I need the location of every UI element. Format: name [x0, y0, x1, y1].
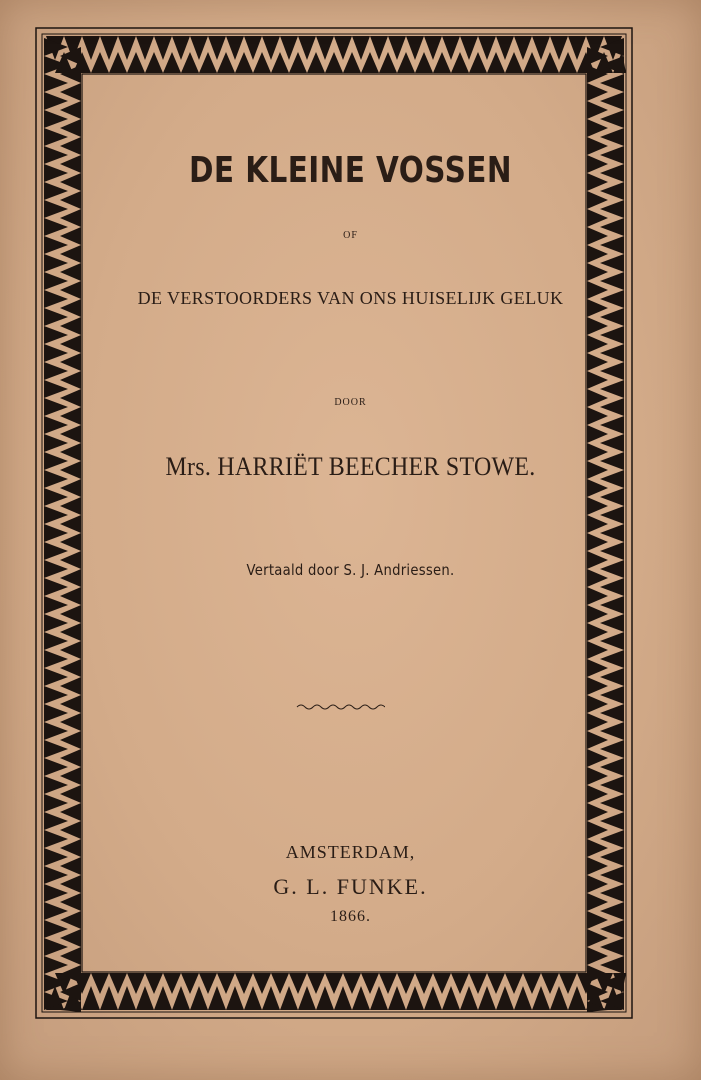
border-tooth	[235, 52, 253, 73]
border-tooth	[208, 986, 226, 1010]
border-tooth	[44, 596, 68, 614]
border-tooth	[244, 986, 262, 1010]
border-tooth	[505, 52, 523, 73]
border-tooth	[44, 704, 68, 722]
border-tooth	[587, 425, 608, 443]
border-tooth	[60, 803, 81, 821]
border-tooth	[487, 52, 505, 73]
book-title: DE KLEINE VOSSEN	[189, 150, 512, 191]
border-tooth	[460, 986, 478, 1010]
border-tooth	[181, 973, 199, 994]
border-tooth	[469, 52, 487, 73]
border-tooth	[44, 488, 68, 506]
border-tooth	[451, 52, 469, 73]
border-tooth	[91, 973, 109, 994]
book-subtitle: DE VERSTOORDERS VAN ONS HUISELIJK GELUK	[137, 288, 564, 308]
border-tooth	[406, 986, 424, 1010]
border-tooth	[587, 407, 608, 425]
border-tooth	[60, 641, 81, 659]
border-tooth	[352, 986, 370, 1010]
border-tooth	[244, 36, 262, 60]
border-tooth	[496, 36, 514, 60]
border-tooth	[60, 425, 81, 443]
border-tooth	[298, 986, 316, 1010]
border-tooth	[600, 812, 624, 830]
border-tooth	[361, 973, 379, 994]
border-tooth	[145, 52, 163, 73]
border-tooth	[587, 119, 608, 137]
border-tooth	[388, 36, 406, 60]
border-tooth	[460, 36, 478, 60]
border-tooth	[600, 776, 624, 794]
border-tooth	[587, 191, 608, 209]
border-tooth	[172, 36, 190, 60]
translator-credit: Vertaald door S. J. Andriessen.	[246, 561, 455, 579]
border-tooth	[600, 74, 624, 92]
border-tooth	[60, 785, 81, 803]
border-tooth	[44, 524, 68, 542]
border-tooth	[514, 986, 532, 1010]
border-tooth	[307, 973, 325, 994]
border-tooth	[226, 986, 244, 1010]
border-tooth	[424, 986, 442, 1010]
border-tooth	[587, 947, 608, 965]
border-tooth	[60, 749, 81, 767]
border-tooth	[172, 986, 190, 1010]
border-tooth	[60, 497, 81, 515]
border-tooth	[587, 677, 608, 695]
border-tooth	[505, 973, 523, 994]
border-tooth	[600, 650, 624, 668]
border-tooth	[370, 986, 388, 1010]
border-tooth	[316, 986, 334, 1010]
border-tooth	[587, 533, 608, 551]
author-name: Mrs. HARRIËT BEECHER STOWE.	[165, 452, 536, 481]
border-tooth	[44, 938, 68, 956]
border-tooth	[44, 776, 68, 794]
border-tooth	[60, 353, 81, 371]
border-tooth	[127, 973, 145, 994]
border-tooth	[600, 632, 624, 650]
border-tooth	[181, 52, 199, 73]
border-tooth	[587, 245, 608, 263]
border-tooth	[44, 308, 68, 326]
border-tooth	[44, 740, 68, 758]
border-tooth	[514, 36, 532, 60]
border-tooth	[600, 938, 624, 956]
border-tooth	[60, 677, 81, 695]
border-tooth	[190, 986, 208, 1010]
border-tooth	[600, 506, 624, 524]
border-tooth	[60, 947, 81, 965]
publication-city: AMSTERDAM,	[285, 842, 416, 862]
border-tooth	[60, 623, 81, 641]
border-tooth	[44, 668, 68, 686]
border-tooth	[217, 973, 235, 994]
border-tooth	[600, 254, 624, 272]
border-tooth	[163, 973, 181, 994]
border-tooth	[44, 74, 68, 92]
border-tooth	[600, 704, 624, 722]
border-tooth	[118, 986, 136, 1010]
border-tooth	[568, 986, 586, 1010]
border-tooth	[44, 794, 68, 812]
border-tooth	[60, 695, 81, 713]
border-tooth	[370, 36, 388, 60]
border-tooth	[154, 36, 172, 60]
border-tooth	[406, 36, 424, 60]
border-tooth	[600, 200, 624, 218]
border-tooth	[334, 36, 352, 60]
border-tooth	[253, 52, 271, 73]
border-tooth	[208, 36, 226, 60]
border-tooth	[587, 263, 608, 281]
border-tooth	[44, 956, 68, 974]
border-tooth	[44, 110, 68, 128]
publisher-name: G. L. FUNKE.	[273, 874, 428, 899]
border-tooth	[600, 92, 624, 110]
border-tooth	[523, 973, 541, 994]
border-tooth	[199, 52, 217, 73]
border-tooth	[587, 641, 608, 659]
border-tooth	[587, 515, 608, 533]
border-tooth	[587, 209, 608, 227]
border-tooth	[163, 52, 181, 73]
border-tooth	[600, 668, 624, 686]
border-tooth	[600, 542, 624, 560]
border-tooth	[82, 36, 100, 60]
border-tooth	[343, 52, 361, 73]
border-tooth	[235, 973, 253, 994]
border-tooth	[587, 767, 608, 785]
border-tooth	[587, 335, 608, 353]
border-tooth	[44, 506, 68, 524]
wavy-ornament-divider-icon	[295, 702, 385, 712]
border-tooth	[587, 83, 608, 101]
border-tooth	[44, 722, 68, 740]
border-tooth	[600, 308, 624, 326]
border-tooth	[379, 52, 397, 73]
border-tooth	[60, 533, 81, 551]
border-tooth	[478, 36, 496, 60]
border-tooth	[600, 524, 624, 542]
border-tooth	[600, 128, 624, 146]
border-tooth	[587, 695, 608, 713]
border-tooth	[44, 632, 68, 650]
border-tooth	[587, 587, 608, 605]
border-tooth	[44, 578, 68, 596]
border-tooth	[424, 36, 442, 60]
border-tooth	[262, 36, 280, 60]
border-tooth	[280, 986, 298, 1010]
border-tooth	[60, 209, 81, 227]
border-tooth	[600, 956, 624, 974]
border-tooth	[397, 973, 415, 994]
border-tooth	[600, 578, 624, 596]
border-tooth	[415, 973, 433, 994]
border-tooth	[298, 36, 316, 60]
border-tooth	[433, 52, 451, 73]
border-tooth	[487, 973, 505, 994]
border-tooth	[289, 973, 307, 994]
border-tooth	[145, 973, 163, 994]
border-tooth	[587, 659, 608, 677]
border-tooth	[109, 52, 127, 73]
border-tooth	[154, 986, 172, 1010]
border-tooth	[532, 986, 550, 1010]
border-tooth	[44, 254, 68, 272]
border-tooth	[334, 986, 352, 1010]
border-tooth	[44, 92, 68, 110]
border-tooth	[190, 36, 208, 60]
border-tooth	[60, 605, 81, 623]
border-tooth	[44, 380, 68, 398]
border-tooth	[44, 614, 68, 632]
border-tooth	[60, 245, 81, 263]
border-tooth	[60, 731, 81, 749]
border-tooth	[60, 515, 81, 533]
border-tooth	[587, 803, 608, 821]
border-tooth	[559, 52, 577, 73]
border-tooth	[532, 36, 550, 60]
border-tooth	[262, 986, 280, 1010]
border-tooth	[587, 605, 608, 623]
border-tooth	[199, 973, 217, 994]
border-tooth	[478, 986, 496, 1010]
border-tooth	[44, 344, 68, 362]
border-tooth	[60, 101, 81, 119]
border-tooth	[559, 973, 577, 994]
border-tooth	[60, 119, 81, 137]
border-tooth	[587, 623, 608, 641]
border-tooth	[433, 973, 451, 994]
conjunction-of: OF	[343, 230, 358, 241]
border-tooth	[352, 36, 370, 60]
border-tooth	[541, 52, 559, 73]
border-tooth	[587, 731, 608, 749]
border-tooth	[600, 434, 624, 452]
border-tooth	[60, 929, 81, 947]
border-tooth	[100, 36, 118, 60]
border-tooth	[44, 542, 68, 560]
border-tooth	[451, 973, 469, 994]
border-tooth	[44, 812, 68, 830]
border-tooth	[600, 416, 624, 434]
border-tooth	[280, 36, 298, 60]
border-tooth	[587, 713, 608, 731]
border-tooth	[379, 973, 397, 994]
border-tooth	[343, 973, 361, 994]
border-tooth	[325, 973, 343, 994]
by-word: DOOR	[334, 397, 367, 408]
border-tooth	[600, 596, 624, 614]
border-tooth	[568, 36, 586, 60]
border-tooth	[307, 52, 325, 73]
border-tooth	[60, 335, 81, 353]
border-tooth	[60, 83, 81, 101]
border-tooth	[127, 52, 145, 73]
border-tooth	[600, 110, 624, 128]
border-tooth	[600, 794, 624, 812]
border-tooth	[587, 371, 608, 389]
border-tooth	[44, 434, 68, 452]
border-tooth	[587, 749, 608, 767]
border-tooth	[109, 973, 127, 994]
border-tooth	[587, 101, 608, 119]
border-tooth	[541, 973, 559, 994]
border-tooth	[600, 740, 624, 758]
border-tooth	[60, 713, 81, 731]
border-tooth	[60, 191, 81, 209]
border-tooth	[44, 650, 68, 668]
border-tooth	[91, 52, 109, 73]
border-tooth	[44, 326, 68, 344]
border-tooth	[217, 52, 235, 73]
border-tooth	[600, 722, 624, 740]
border-tooth	[60, 407, 81, 425]
border-tooth	[496, 986, 514, 1010]
border-tooth	[469, 973, 487, 994]
border-tooth	[587, 929, 608, 947]
border-tooth	[44, 128, 68, 146]
border-tooth	[316, 36, 334, 60]
publication-year: 1866.	[330, 908, 371, 925]
border-tooth	[600, 614, 624, 632]
border-tooth	[271, 52, 289, 73]
border-tooth	[442, 36, 460, 60]
border-tooth	[271, 973, 289, 994]
border-tooth	[587, 317, 608, 335]
border-tooth	[60, 821, 81, 839]
border-tooth	[600, 344, 624, 362]
border-tooth	[361, 52, 379, 73]
border-tooth	[60, 263, 81, 281]
border-tooth	[136, 36, 154, 60]
border-tooth	[397, 52, 415, 73]
border-tooth	[587, 497, 608, 515]
border-tooth	[587, 821, 608, 839]
border-tooth	[118, 36, 136, 60]
border-tooth	[600, 758, 624, 776]
border-tooth	[60, 659, 81, 677]
border-tooth	[600, 326, 624, 344]
border-tooth	[325, 52, 343, 73]
border-tooth	[44, 362, 68, 380]
border-tooth	[523, 52, 541, 73]
border-tooth	[550, 986, 568, 1010]
border-tooth	[82, 986, 100, 1010]
border-tooth	[587, 353, 608, 371]
border-tooth	[442, 986, 460, 1010]
border-tooth	[60, 317, 81, 335]
border-tooth	[60, 587, 81, 605]
border-tooth	[136, 986, 154, 1010]
border-tooth	[44, 200, 68, 218]
border-tooth	[415, 52, 433, 73]
border-tooth	[289, 52, 307, 73]
border-tooth	[253, 973, 271, 994]
border-tooth	[100, 986, 118, 1010]
border-tooth	[44, 416, 68, 434]
border-tooth	[60, 767, 81, 785]
border-tooth	[550, 36, 568, 60]
border-tooth	[600, 362, 624, 380]
border-tooth	[600, 380, 624, 398]
border-tooth	[44, 758, 68, 776]
border-tooth	[44, 686, 68, 704]
border-tooth	[226, 36, 244, 60]
border-tooth	[60, 371, 81, 389]
border-tooth	[600, 488, 624, 506]
border-tooth	[600, 686, 624, 704]
border-tooth	[388, 986, 406, 1010]
border-tooth	[587, 785, 608, 803]
